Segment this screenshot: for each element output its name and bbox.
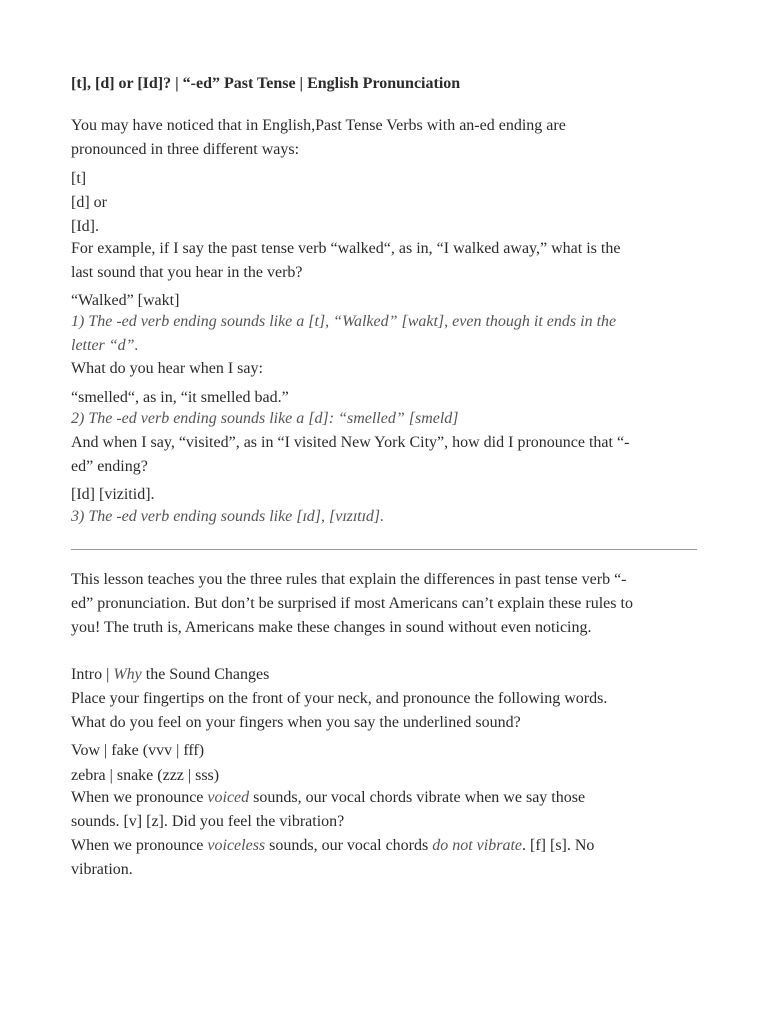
pairs-line-2: zebra | snake (zzz | sss): [71, 767, 220, 784]
voiceless-term: voiceless: [207, 837, 266, 854]
example-line-2: last sound that you hear in the verb?: [71, 264, 303, 281]
pairs-line-1: Vow | fake (vvv | fff): [71, 742, 205, 759]
visited-line-2: ed” ending?: [71, 458, 148, 475]
section-heading-why: Why: [113, 666, 142, 683]
intro-line-2: pronounced in three different ways:: [71, 141, 300, 158]
voiced-text-b: sounds, our vocal chords vibrate when we say those: [249, 789, 586, 806]
voiced-text-a: When we pronounce: [71, 789, 208, 806]
visited-line-1: And when I say, “visited”, as in “I visited New York City”, how did I pronounce that “-: [71, 434, 630, 451]
voiceless-text-c: . [f] [s]. No: [522, 837, 595, 854]
voiced-line-2: sounds. [v] [z]. Did you feel the vibration?: [71, 813, 345, 830]
voiceless-not-vibrate: do not vibrate: [432, 837, 522, 854]
lesson-line-3: you! The truth is, Americans make these changes in sound without even noticing.: [71, 619, 592, 636]
voiced-term: voiced: [207, 789, 250, 806]
walked-word: “Walked” [wakt]: [71, 292, 180, 309]
voiceless-line-1: [71, 836, 594, 856]
voiced-line-1: [71, 788, 585, 808]
smelled-rule: 2) The -ed verb ending sounds like a [d]: “smelled” [smeld]: [71, 410, 459, 427]
intro-line-1: You may have noticed that in English,Past Tense Verbs with an-ed ending are: [71, 117, 566, 134]
instructions-line-1: Place your fingertips on the front of your neck, and pronounce the following words.: [71, 690, 608, 707]
walked-rule-line-1: 1) The -ed verb ending sounds like a [t], “Walked” [wakt], even though it ends in the: [71, 313, 617, 330]
document-title: [t], [d] or [Id]? | “-ed” Past Tense | English Pronunciation: [71, 75, 461, 92]
ending-d: [d] or: [71, 194, 107, 211]
smelled-question: What do you hear when I say:: [71, 360, 263, 377]
ending-t: [t]: [71, 170, 87, 187]
section-heading: [71, 665, 269, 685]
visited-word: [Id] [vizitid].: [71, 486, 155, 503]
instructions-line-2: What do you feel on your fingers when you say the underlined sound?: [71, 714, 521, 731]
walked-rule-line-2: letter “d”.: [71, 337, 139, 354]
horizontal-divider: [71, 549, 697, 550]
voiceless-text-a: When we pronounce: [71, 837, 208, 854]
visited-rule: 3) The -ed verb ending sounds like [ɪd], [vɪzɪtɪd].: [71, 508, 385, 525]
lesson-line-1: This lesson teaches you the three rules that explain the differences in past tense verb “-: [71, 571, 627, 588]
ending-id: [Id].: [71, 218, 99, 235]
voiceless-text-b: sounds, our vocal chords: [265, 837, 433, 854]
smelled-word: “smelled“, as in, “it smelled bad.”: [71, 389, 289, 406]
section-heading-suffix: the Sound Changes: [141, 666, 270, 683]
lesson-line-2: ed” pronunciation. But don’t be surprised if most Americans can’t explain these rules to: [71, 595, 633, 612]
section-heading-prefix: Intro |: [71, 666, 114, 683]
example-line-1: For example, if I say the past tense verb “walked“, as in, “I walked away,” what is the: [71, 240, 621, 257]
voiceless-line-2: vibration.: [71, 861, 133, 878]
